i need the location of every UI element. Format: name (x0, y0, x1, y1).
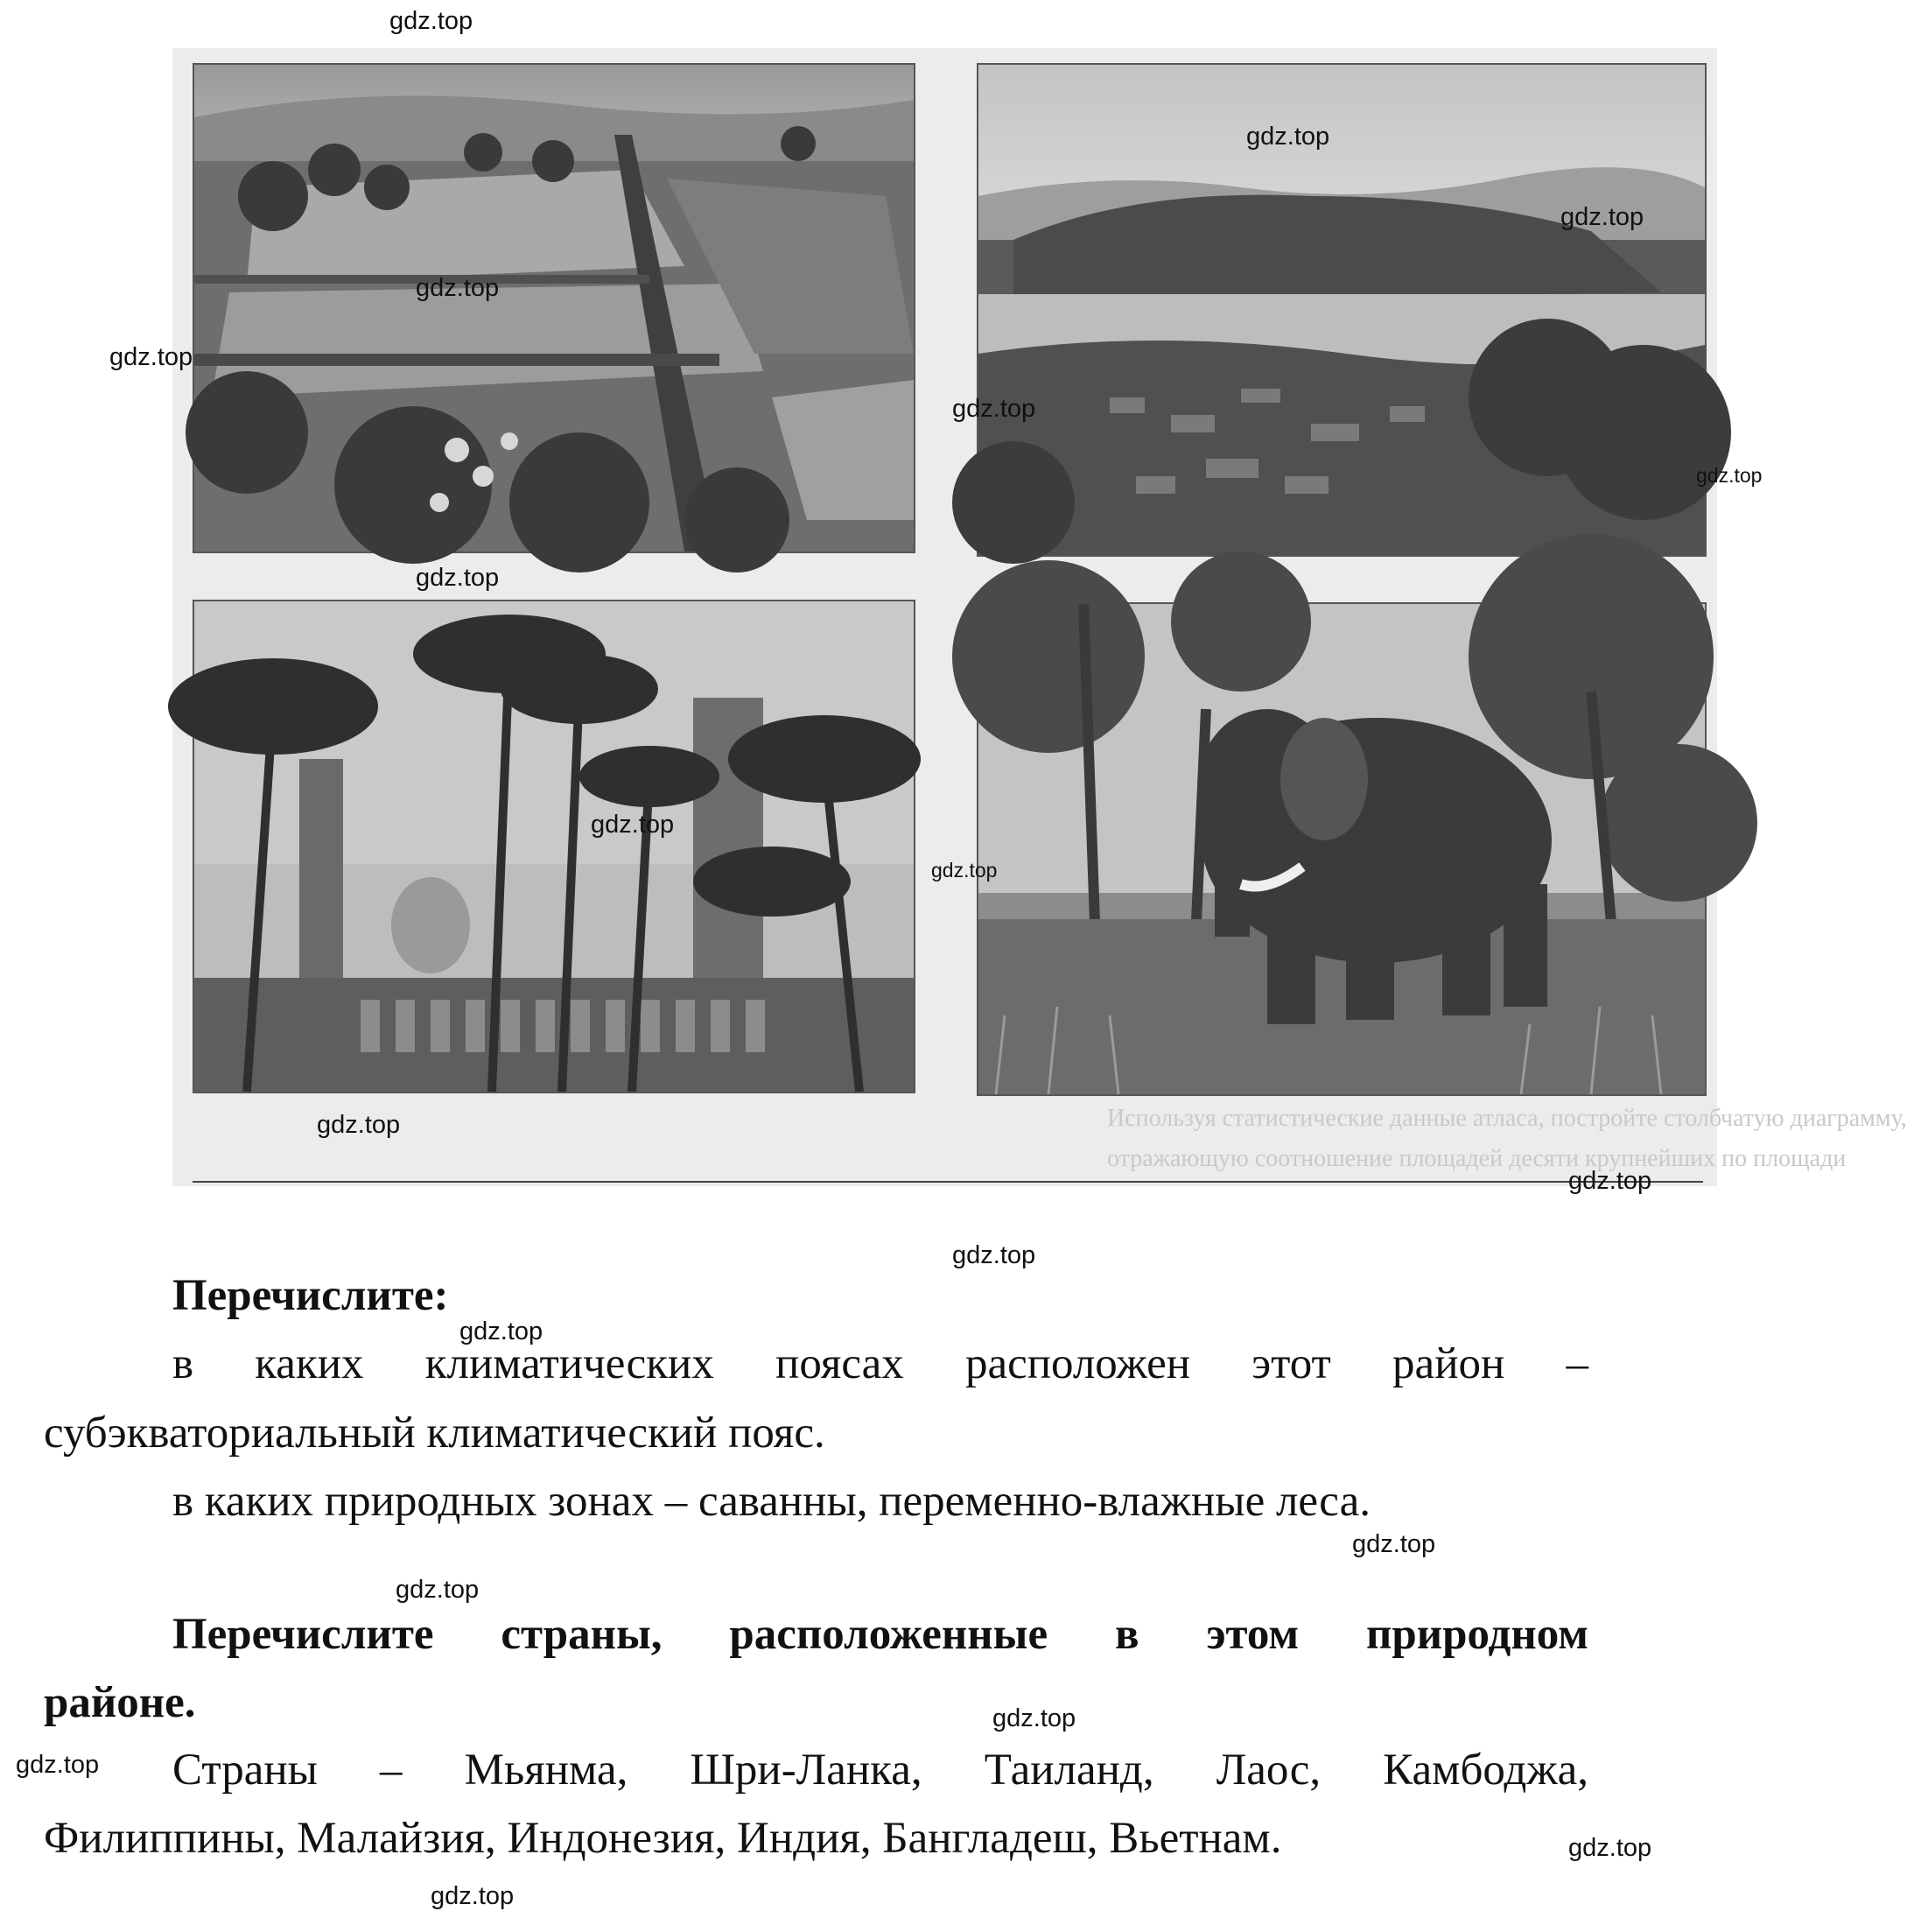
faded-text-line: отражающую соотношение площадей десяти крупнейших по площади (1107, 1145, 1847, 1172)
heading-list: Перечислите: (172, 1271, 449, 1320)
watermark: gdz.top (431, 1882, 515, 1910)
panel-divider (193, 1181, 1703, 1183)
watermark: gdz.top (952, 1241, 1036, 1269)
mosque-palms-photo (193, 600, 915, 1093)
watermark: gdz.top (416, 274, 500, 302)
countries-list-line1: Страны – Мьянма, Шри-Ланка, Таиланд, Лаос, Камбоджа, (172, 1746, 1588, 1795)
heading-countries: Перечислите страны, расположенные в этом природном (172, 1610, 1588, 1659)
watermark: gdz.top (416, 564, 500, 592)
watermark: gdz.top (389, 7, 473, 35)
elephant-photo (977, 602, 1707, 1096)
watermark: gdz.top (992, 1704, 1076, 1732)
lake-village-photo (977, 63, 1707, 557)
watermark: gdz.top (396, 1576, 480, 1604)
question-climate-zones: в каких климатических поясах расположен этот район – (172, 1339, 1588, 1388)
watermark: gdz.top (591, 811, 675, 839)
watermark: gdz.top (16, 1751, 100, 1779)
watermark: gdz.top (1568, 1834, 1652, 1862)
faded-text-line: Используя статистические данные атласа, постройте столбчатую диаграмму, (1107, 1105, 1907, 1132)
watermark: gdz.top (459, 1317, 543, 1345)
watermark: gdz.top (1696, 464, 1763, 487)
watermark: gdz.top (1568, 1167, 1652, 1195)
watermark: gdz.top (931, 859, 998, 882)
watermark: gdz.top (109, 343, 193, 371)
natural-zones-line: в каких природных зонах – саванны, переменно-влажные леса. (172, 1477, 1371, 1526)
countries-list-line2: Филиппины, Малайзия, Индонезия, Индия, Бангладеш, Вьетнам. (44, 1814, 1282, 1863)
watermark: gdz.top (317, 1111, 401, 1139)
heading-countries-cont: районе. (44, 1678, 196, 1727)
rice-paddies-photo (193, 63, 915, 553)
watermark: gdz.top (952, 395, 1036, 423)
watermark: gdz.top (1246, 123, 1330, 151)
answer-climate-zone: субэкваториальный климатический пояс. (44, 1409, 825, 1458)
watermark: gdz.top (1352, 1530, 1436, 1558)
watermark: gdz.top (1560, 203, 1644, 231)
